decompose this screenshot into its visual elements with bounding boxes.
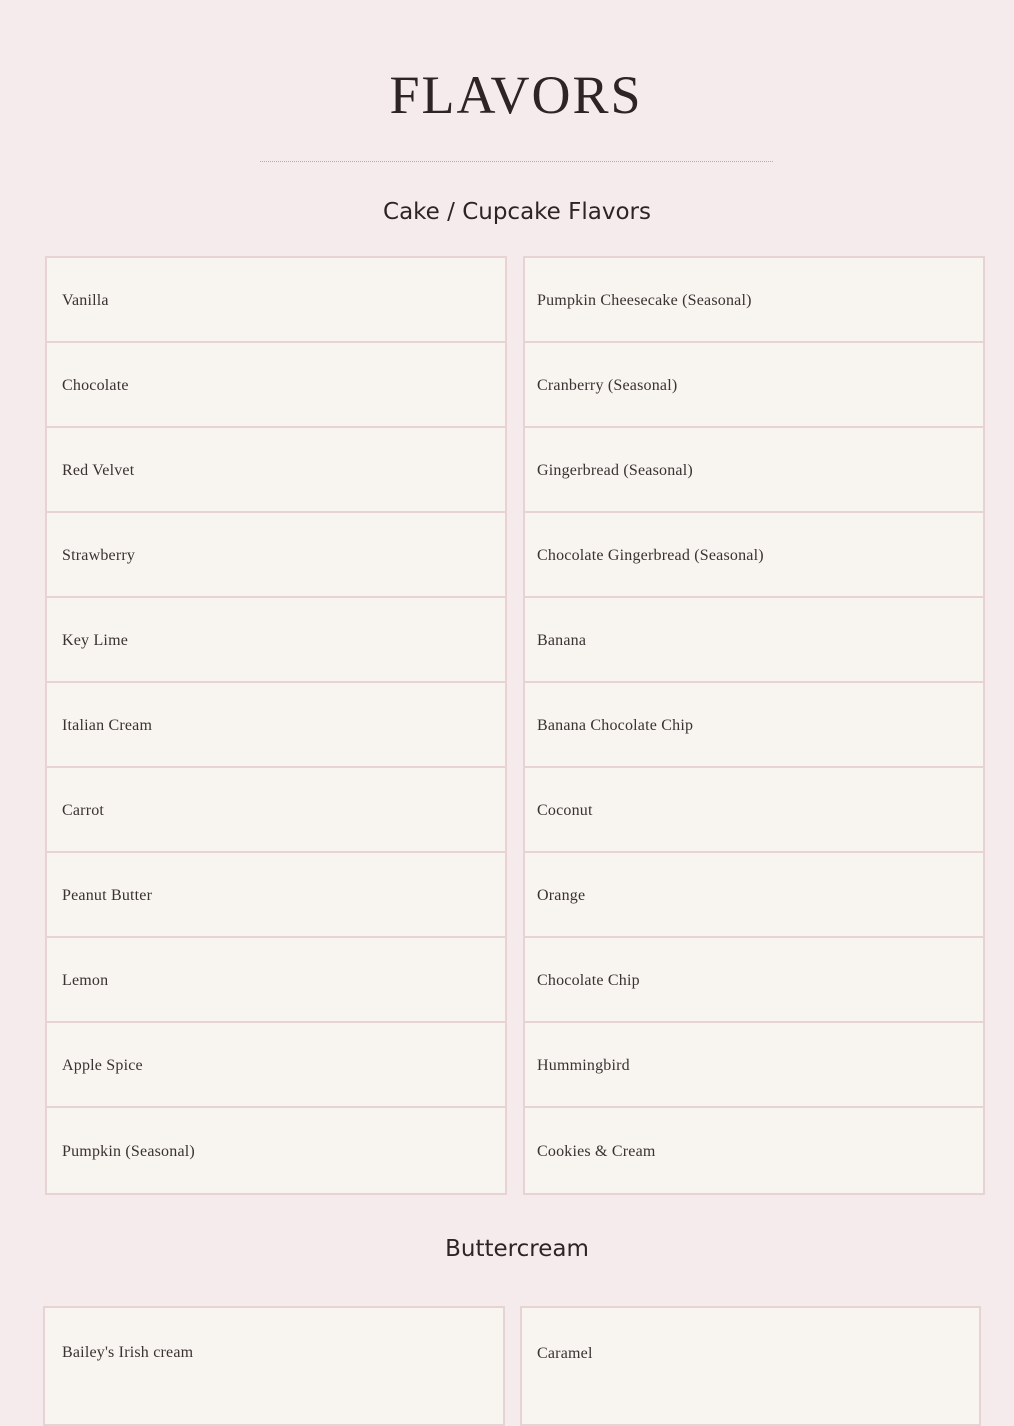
title-divider xyxy=(260,161,773,162)
list-item: Chocolate Chip xyxy=(525,938,983,1023)
list-item: Key Lime xyxy=(47,598,505,683)
list-item: Lemon xyxy=(47,938,505,1023)
list-item: Banana Chocolate Chip xyxy=(525,683,983,768)
list-item: Apple Spice xyxy=(47,1023,505,1108)
list-item: Gingerbread (Seasonal) xyxy=(525,428,983,513)
list-item: Chocolate Gingerbread (Seasonal) xyxy=(525,513,983,598)
list-item: Carrot xyxy=(47,768,505,853)
list-item: Vanilla xyxy=(47,258,505,343)
list-item: Cookies & Cream xyxy=(537,1142,656,1160)
cake-flavor-list-left xyxy=(45,256,507,1195)
list-item: Cranberry (Seasonal) xyxy=(525,343,983,428)
cake-flavor-list-right xyxy=(523,256,985,1195)
list-item: Caramel xyxy=(537,1344,593,1362)
list-item: Peanut Butter xyxy=(47,853,505,938)
list-item: Red Velvet xyxy=(47,428,505,513)
list-item: Hummingbird xyxy=(525,1023,983,1108)
section-heading-buttercream: Buttercream xyxy=(445,1236,589,1262)
section-heading-cake-cupcake: Cake / Cupcake Flavors xyxy=(383,199,651,225)
page-title: FLAVORS xyxy=(389,65,643,125)
buttercream-list-left xyxy=(43,1306,505,1426)
list-item: Italian Cream xyxy=(47,683,505,768)
list-item: Pumpkin Cheesecake (Seasonal) xyxy=(525,258,983,343)
list-item: Bailey's Irish cream xyxy=(62,1343,194,1361)
list-item: Pumpkin (Seasonal) xyxy=(62,1142,195,1160)
list-item: Chocolate xyxy=(47,343,505,428)
list-item: Coconut xyxy=(525,768,983,853)
list-item: Orange xyxy=(525,853,983,938)
buttercream-list-right xyxy=(520,1306,981,1426)
list-item: Strawberry xyxy=(47,513,505,598)
list-item: Banana xyxy=(525,598,983,683)
